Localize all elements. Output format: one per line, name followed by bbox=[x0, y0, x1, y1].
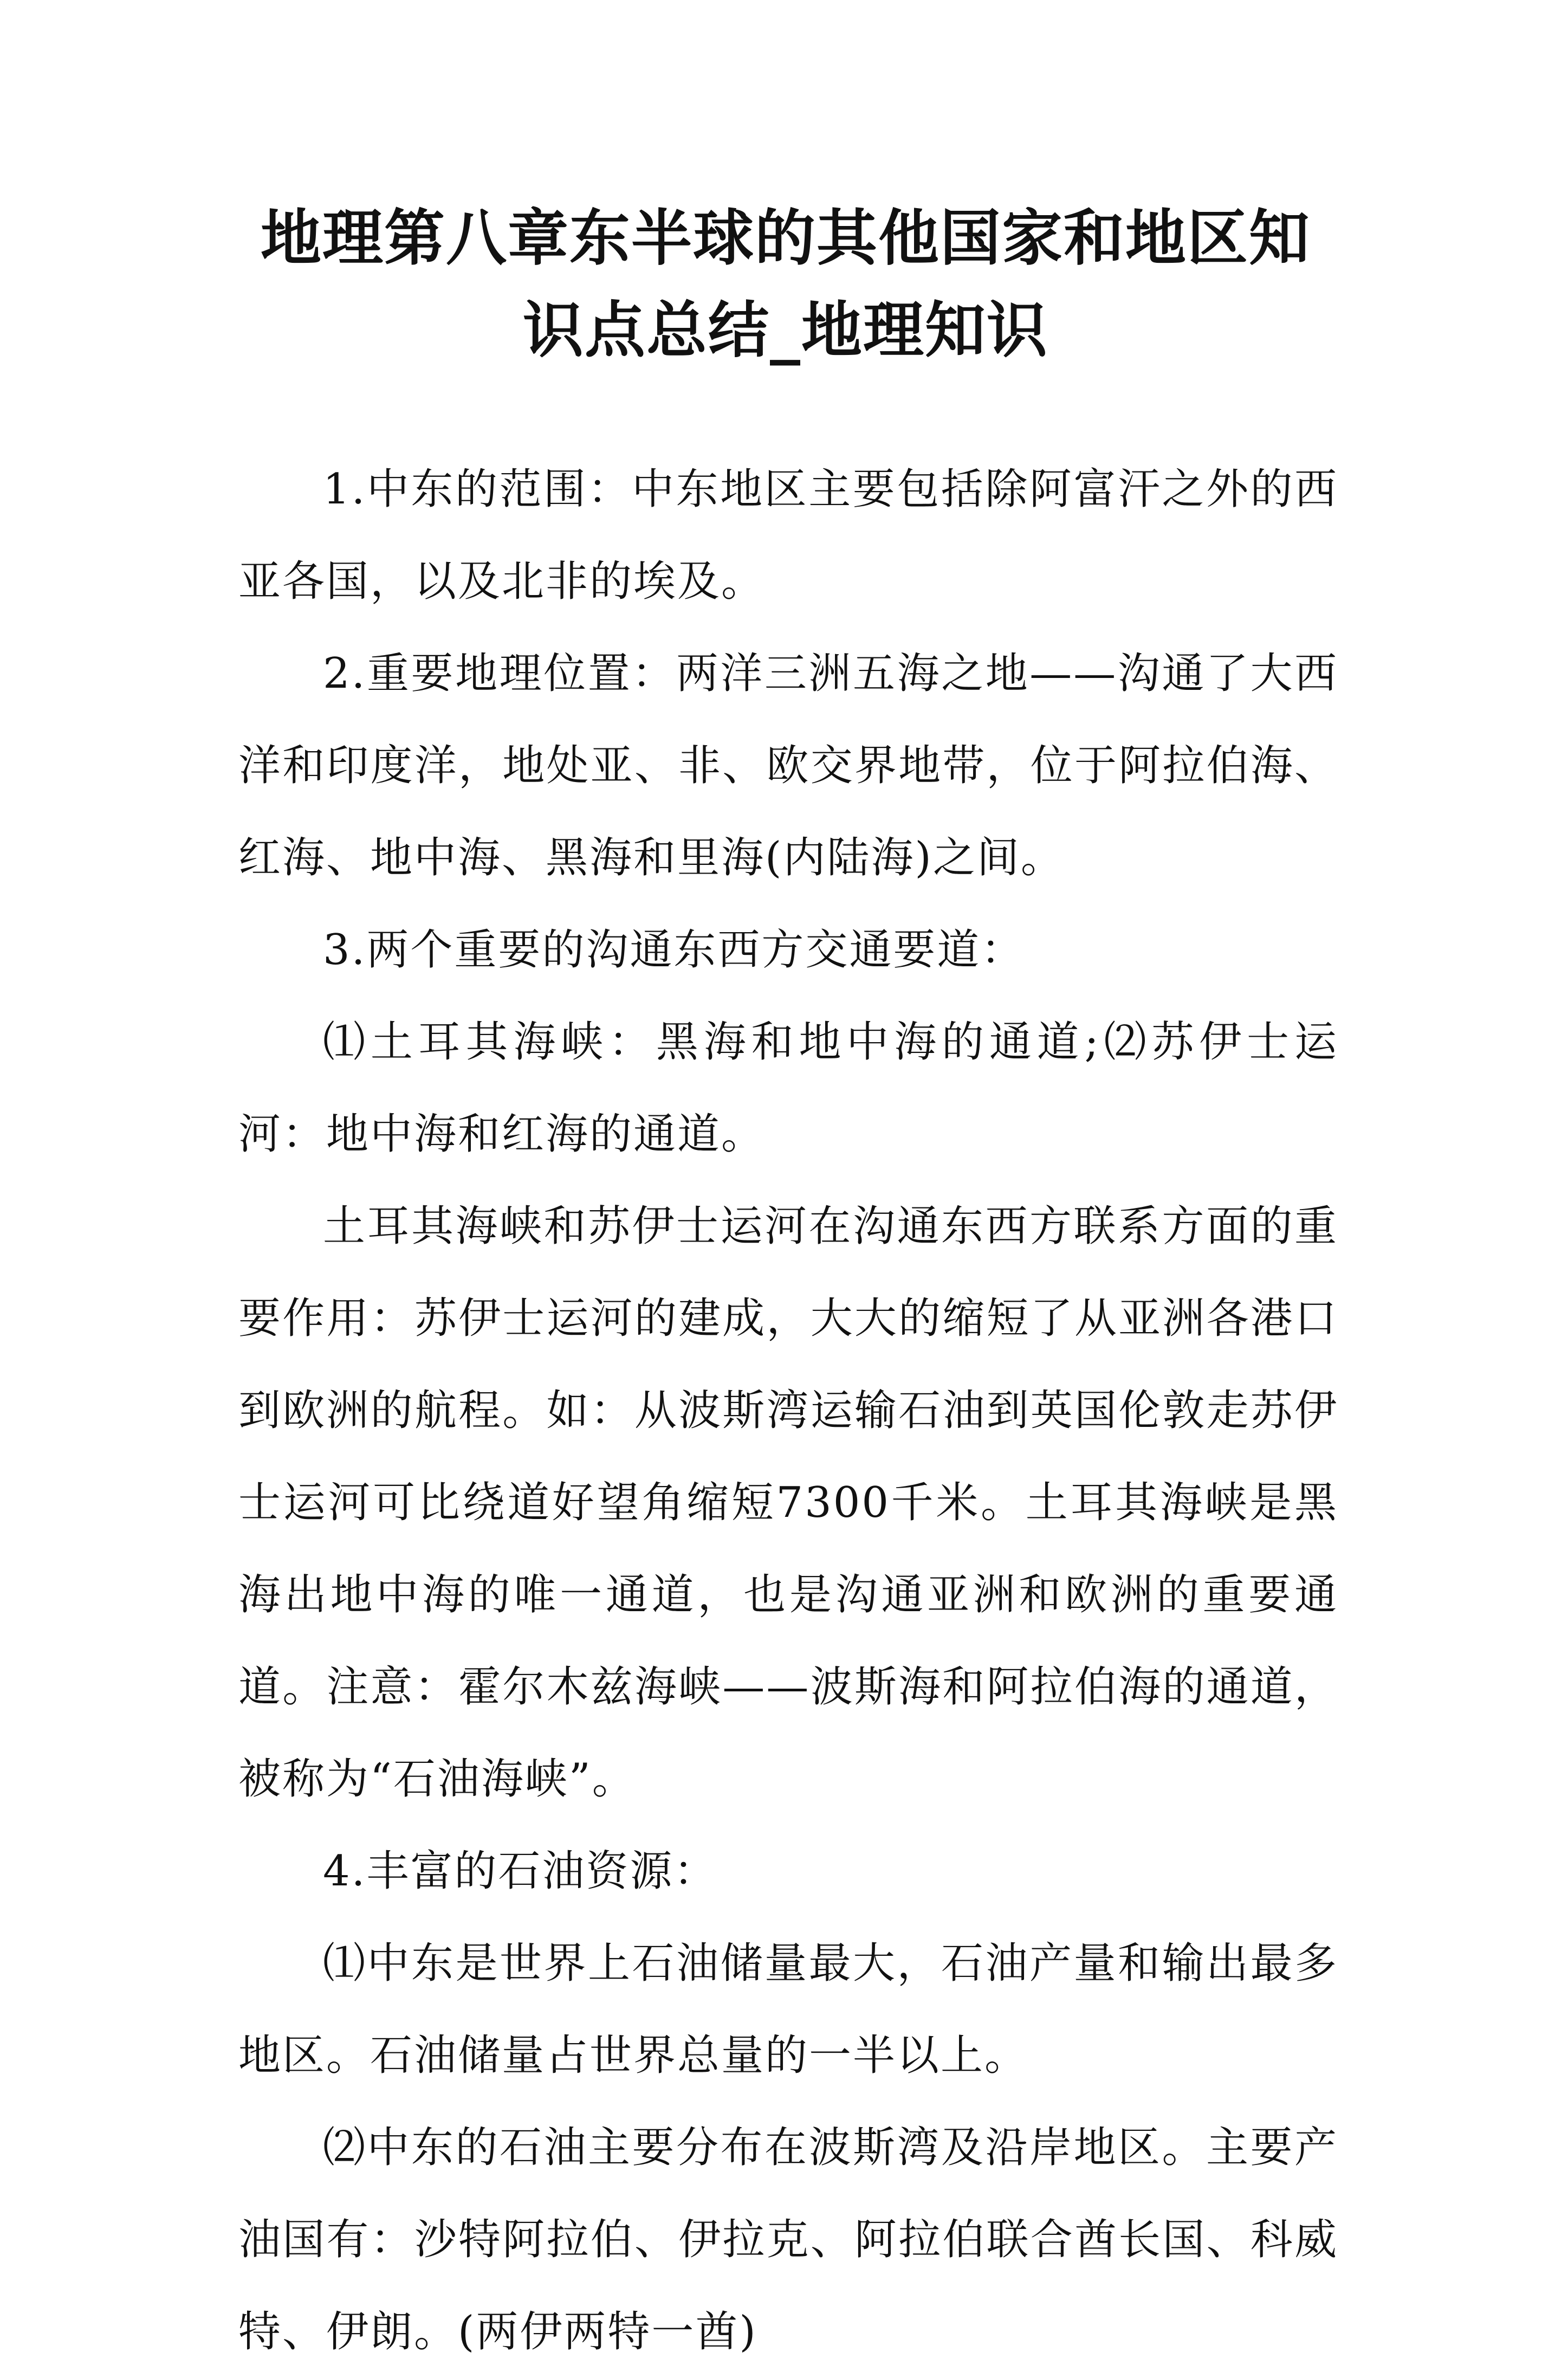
paragraph-transport-routes-heading: 3.两个重要的沟通东西方交通要道： bbox=[323, 926, 1025, 974]
paragraph-middle-east-scope: 1.中东的范围：中东地区主要包括除阿富汗之外的西亚各国，以及北非的埃及。 bbox=[238, 465, 1338, 606]
paragraph-straits-and-canal: ⑴土耳其海峡：黑海和地中海的通道;⑵苏伊士运河：地中海和红海的通道。 bbox=[238, 1018, 1338, 1159]
paragraph-oil-distribution: ⑵中东的石油主要分布在波斯湾及沿岸地区。主要产油国有：沙特阿拉伯、伊拉克、阿拉伯联合酋长国、科威特、伊朗。(两伊两特一酋) bbox=[238, 2123, 1338, 2356]
document-body bbox=[238, 443, 1338, 2378]
paragraph-oil-reserves: ⑴中东是世界上石油储量最大，石油产量和输出最多地区。石油储量占世界总量的一半以上。 bbox=[238, 1939, 1338, 2080]
paragraph-oil-resources-heading: 4.丰富的石油资源： bbox=[323, 1847, 718, 1896]
paragraph-importance-of-routes: 土耳其海峡和苏伊士运河在沟通东西方联系方面的重要作用：苏伊士运河的建成，大大的缩短了从亚洲各港口到欧洲的航程。如：从波斯湾运输石油到英国伦敦走苏伊士运河可比绕道好望角缩短7300千米。土耳其海峡是黑海出地中海的唯一通道，也是沟通亚洲和欧洲的重要通道。注意：霍尔木兹海峡——波斯海和阿拉伯海的通道，被称为“石油海峡”。 bbox=[238, 1202, 1338, 1804]
paragraph-geographic-location: 2.重要地理位置：两洋三洲五海之地——沟通了大西洋和印度洋，地处亚、非、欧交界地带，位于阿拉伯海、红海、地中海、黑海和里海(内陆海)之间。 bbox=[238, 649, 1338, 882]
document-title: 地理第八章东半球的其他国家和地区知识点总结_地理知识 bbox=[261, 203, 1311, 366]
